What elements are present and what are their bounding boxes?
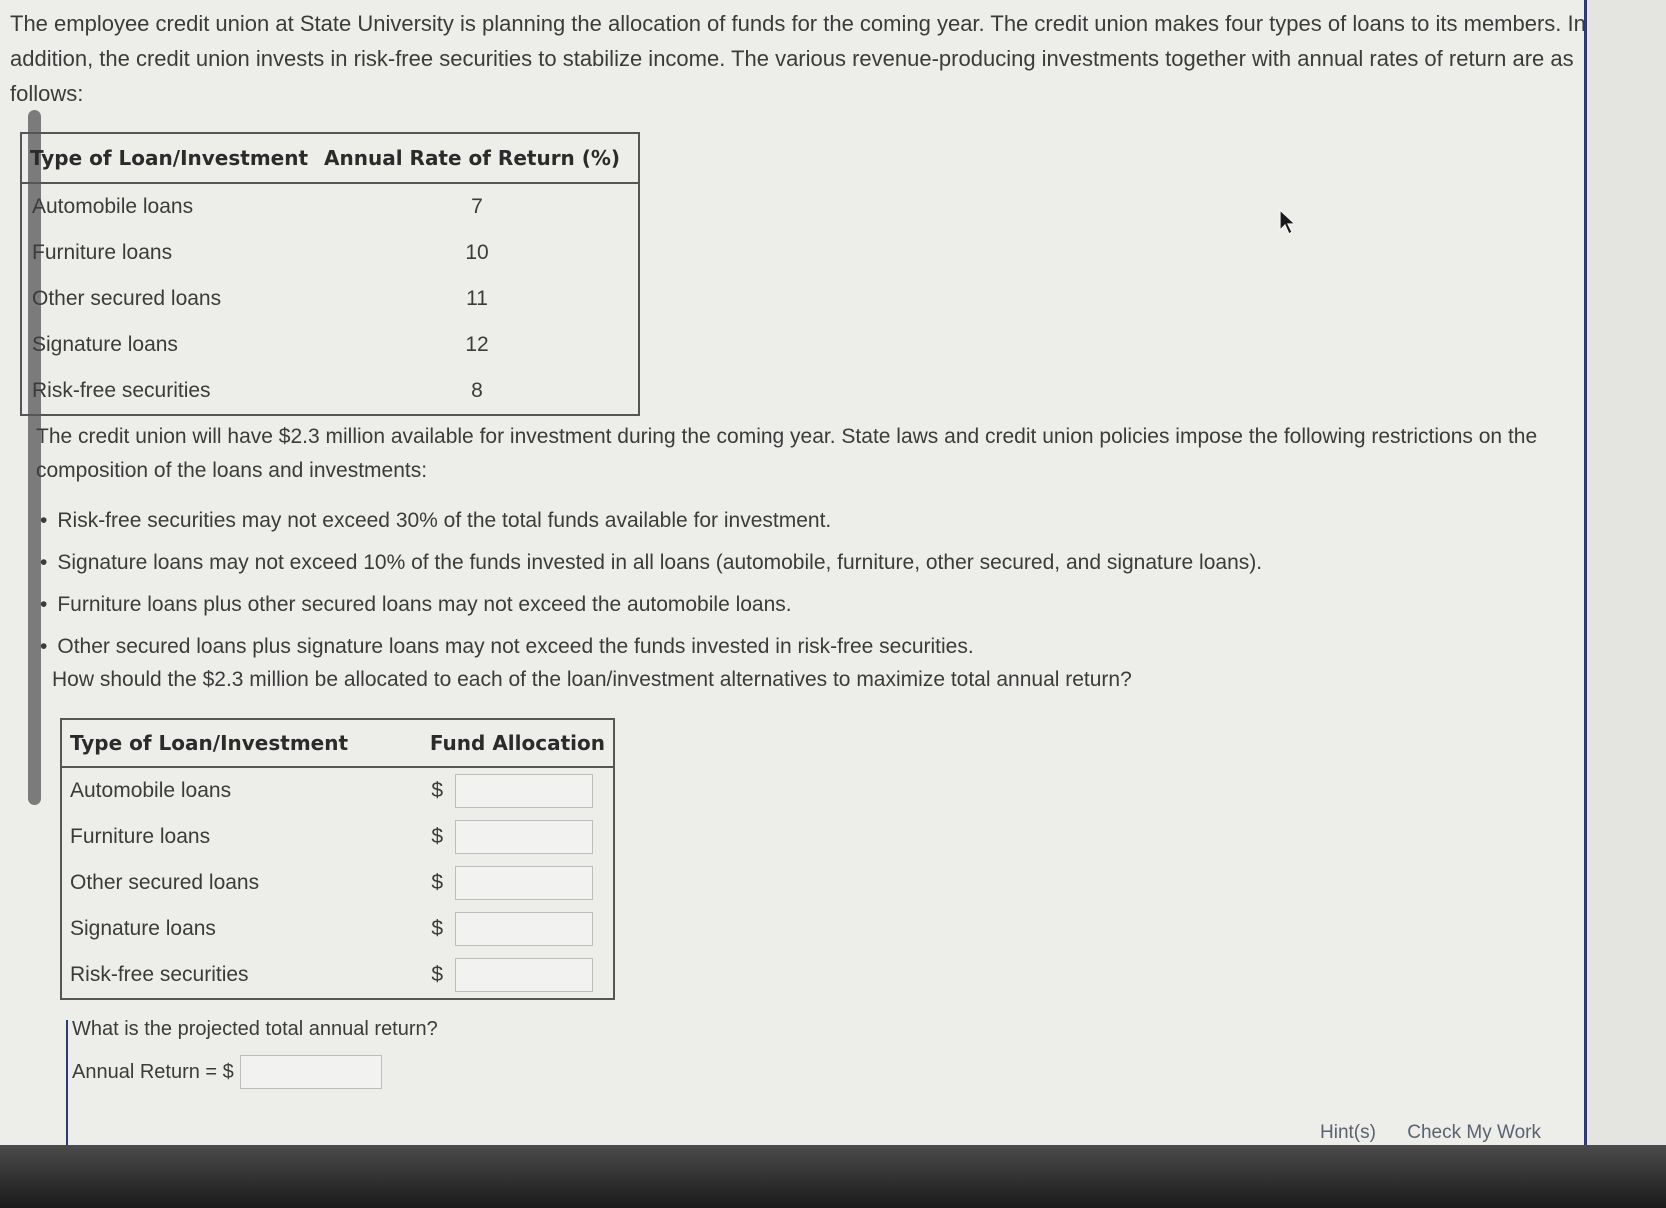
list-item: • Furniture loans plus other secured loans may not exceed the automobile loans. — [40, 584, 1540, 626]
annual-return-input[interactable] — [240, 1055, 382, 1089]
dollar-sign: $ — [431, 963, 443, 986]
rate-type: Automobile loans — [32, 195, 194, 218]
automobile-allocation-input[interactable] — [455, 774, 593, 808]
table-row — [21, 322, 639, 368]
check-my-work-link[interactable]: Check My Work — [1407, 1122, 1541, 1143]
annual-return-row — [72, 1055, 382, 1089]
table-row — [61, 860, 614, 906]
allocation-table — [60, 718, 615, 1000]
table-row — [61, 906, 614, 952]
rate-value: 8 — [471, 379, 483, 402]
rate-value: 10 — [465, 241, 489, 264]
dollar-sign: $ — [431, 779, 443, 802]
rates-table — [20, 132, 640, 416]
dollar-sign: $ — [431, 871, 443, 894]
table-row — [21, 276, 639, 322]
alloc-type: Automobile loans — [70, 779, 232, 802]
rates-header-rate: Annual Rate of Return (%) — [316, 133, 639, 183]
annual-return-label: Annual Return = $ — [72, 1060, 234, 1083]
rate-type: Risk-free securities — [32, 379, 211, 402]
mouse-pointer-icon — [1278, 208, 1298, 236]
rate-value: 7 — [471, 195, 483, 218]
alloc-type: Risk-free securities — [70, 963, 249, 986]
monitor-bezel — [0, 1145, 1666, 1208]
table-row — [21, 230, 639, 276]
problem-intro: The employee credit union at State University is planning the allocation of funds for the coming year. The credit union makes four types of loans to its members. In addition, the credit union invests in risk-free securities to stabilize income. The various revenue-producing investments together with annual rates of return are as follows: — [10, 11, 1586, 106]
risk-free-allocation-input[interactable] — [455, 958, 593, 992]
footer-links — [1320, 1122, 1567, 1144]
alloc-type: Furniture loans — [70, 825, 211, 848]
content-border — [1584, 0, 1587, 1145]
table-row — [21, 368, 639, 415]
list-item: • Other secured loans plus signature loans may not exceed the funds invested in risk-free securities. — [40, 626, 1540, 668]
rate-value: 11 — [466, 287, 488, 310]
rate-type: Other secured loans — [32, 287, 222, 310]
content-border-left — [66, 1020, 68, 1145]
allocation-question: How should the $2.3 million be allocated to each of the loan/investment alternatives to maximize total annual return? — [52, 668, 1132, 691]
table-row — [61, 814, 614, 860]
table-row — [21, 183, 639, 230]
rate-type: Furniture loans — [32, 241, 173, 264]
alloc-header-fund: Fund Allocation — [415, 719, 614, 767]
signature-allocation-input[interactable] — [455, 912, 593, 946]
alloc-type: Signature loans — [70, 917, 216, 940]
dollar-sign: $ — [431, 825, 443, 848]
rate-value: 12 — [465, 333, 489, 356]
table-row — [61, 767, 614, 814]
hints-link[interactable]: Hint(s) — [1320, 1122, 1376, 1143]
alloc-header-type: Type of Loan/Investment — [61, 719, 415, 767]
rates-header-type: Type of Loan/Investment — [21, 133, 316, 183]
dollar-sign: $ — [431, 917, 443, 940]
furniture-allocation-input[interactable] — [455, 820, 593, 854]
other-secured-allocation-input[interactable] — [455, 866, 593, 900]
constraints-intro: The credit union will have $2.3 million available for investment during the coming year. State laws and credit union policies impose the following restrictions on the composition of the loans and investments: — [36, 425, 1538, 482]
rate-type: Signature loans — [32, 333, 178, 356]
list-item: • Risk-free securities may not exceed 30% of the total funds available for investment. — [40, 500, 1540, 542]
restrictions-list — [40, 500, 1540, 668]
table-row — [61, 952, 614, 999]
right-gutter — [1587, 0, 1666, 1145]
alloc-type: Other secured loans — [70, 871, 260, 894]
projection-question: What is the projected total annual return? — [72, 1018, 438, 1040]
list-item: • Signature loans may not exceed 10% of the funds invested in all loans (automobile, furniture, other secured, and signature loans). — [40, 542, 1540, 584]
